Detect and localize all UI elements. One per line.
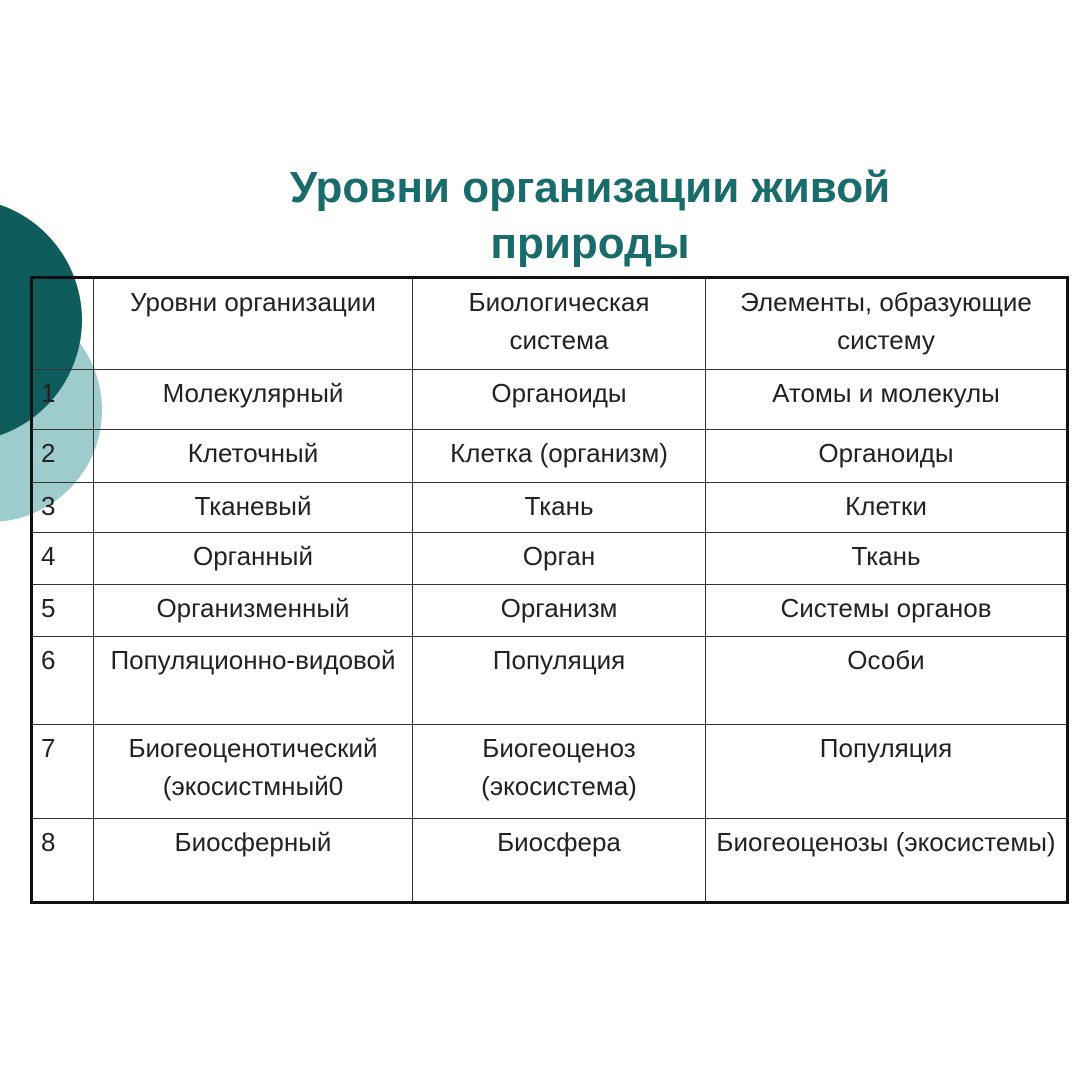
slide-title-line2: природы: [490, 219, 690, 268]
row-system: Клетка (организм): [413, 430, 706, 483]
table-row: [32, 637, 1068, 725]
slide-title-line1: Уровни организации живой: [289, 163, 891, 212]
row-num: 8: [32, 819, 94, 903]
row-num: 4: [32, 533, 94, 585]
row-system: Орган: [413, 533, 706, 585]
row-system: Биогеоценоз (экосистема): [413, 725, 706, 819]
table-row: [32, 819, 1068, 903]
row-level: Популяционно-видовой: [94, 637, 413, 725]
row-system: Организм: [413, 585, 706, 637]
row-level: Организменный: [94, 585, 413, 637]
header-system: Биологическая система: [413, 278, 706, 370]
row-elements: Популяция: [706, 725, 1068, 819]
header-num: [32, 278, 94, 370]
row-level: Клеточный: [94, 430, 413, 483]
row-level: Тканевый: [94, 483, 413, 533]
row-system: Органоиды: [413, 370, 706, 430]
row-level: Биосферный: [94, 819, 413, 903]
row-elements: Особи: [706, 637, 1068, 725]
row-system: Популяция: [413, 637, 706, 725]
row-num: 5: [32, 585, 94, 637]
header-level: Уровни организации: [94, 278, 413, 370]
header-elements: Элементы, образующие систему: [706, 278, 1068, 370]
table-row: [32, 370, 1068, 430]
table-row: [32, 533, 1068, 585]
table-row: [32, 430, 1068, 483]
row-level: Органный: [94, 533, 413, 585]
row-elements: Биогеоценозы (экосистемы): [706, 819, 1068, 903]
row-num: 1: [32, 370, 94, 430]
row-system: Ткань: [413, 483, 706, 533]
row-level: Молекулярный: [94, 370, 413, 430]
row-num: 2: [32, 430, 94, 483]
levels-table: [30, 276, 1069, 904]
row-elements: Органоиды: [706, 430, 1068, 483]
table-row: [32, 483, 1068, 533]
row-level: Биогеоценотический (экосистмный0: [94, 725, 413, 819]
row-elements: Системы органов: [706, 585, 1068, 637]
row-num: 6: [32, 637, 94, 725]
table-row: [32, 725, 1068, 819]
row-num: 7: [32, 725, 94, 819]
slide-title: [240, 160, 940, 272]
row-elements: Клетки: [706, 483, 1068, 533]
row-system: Биосфера: [413, 819, 706, 903]
table-header-row: [32, 278, 1068, 370]
row-num: 3: [32, 483, 94, 533]
row-elements: Ткань: [706, 533, 1068, 585]
row-elements: Атомы и молекулы: [706, 370, 1068, 430]
table-row: [32, 585, 1068, 637]
